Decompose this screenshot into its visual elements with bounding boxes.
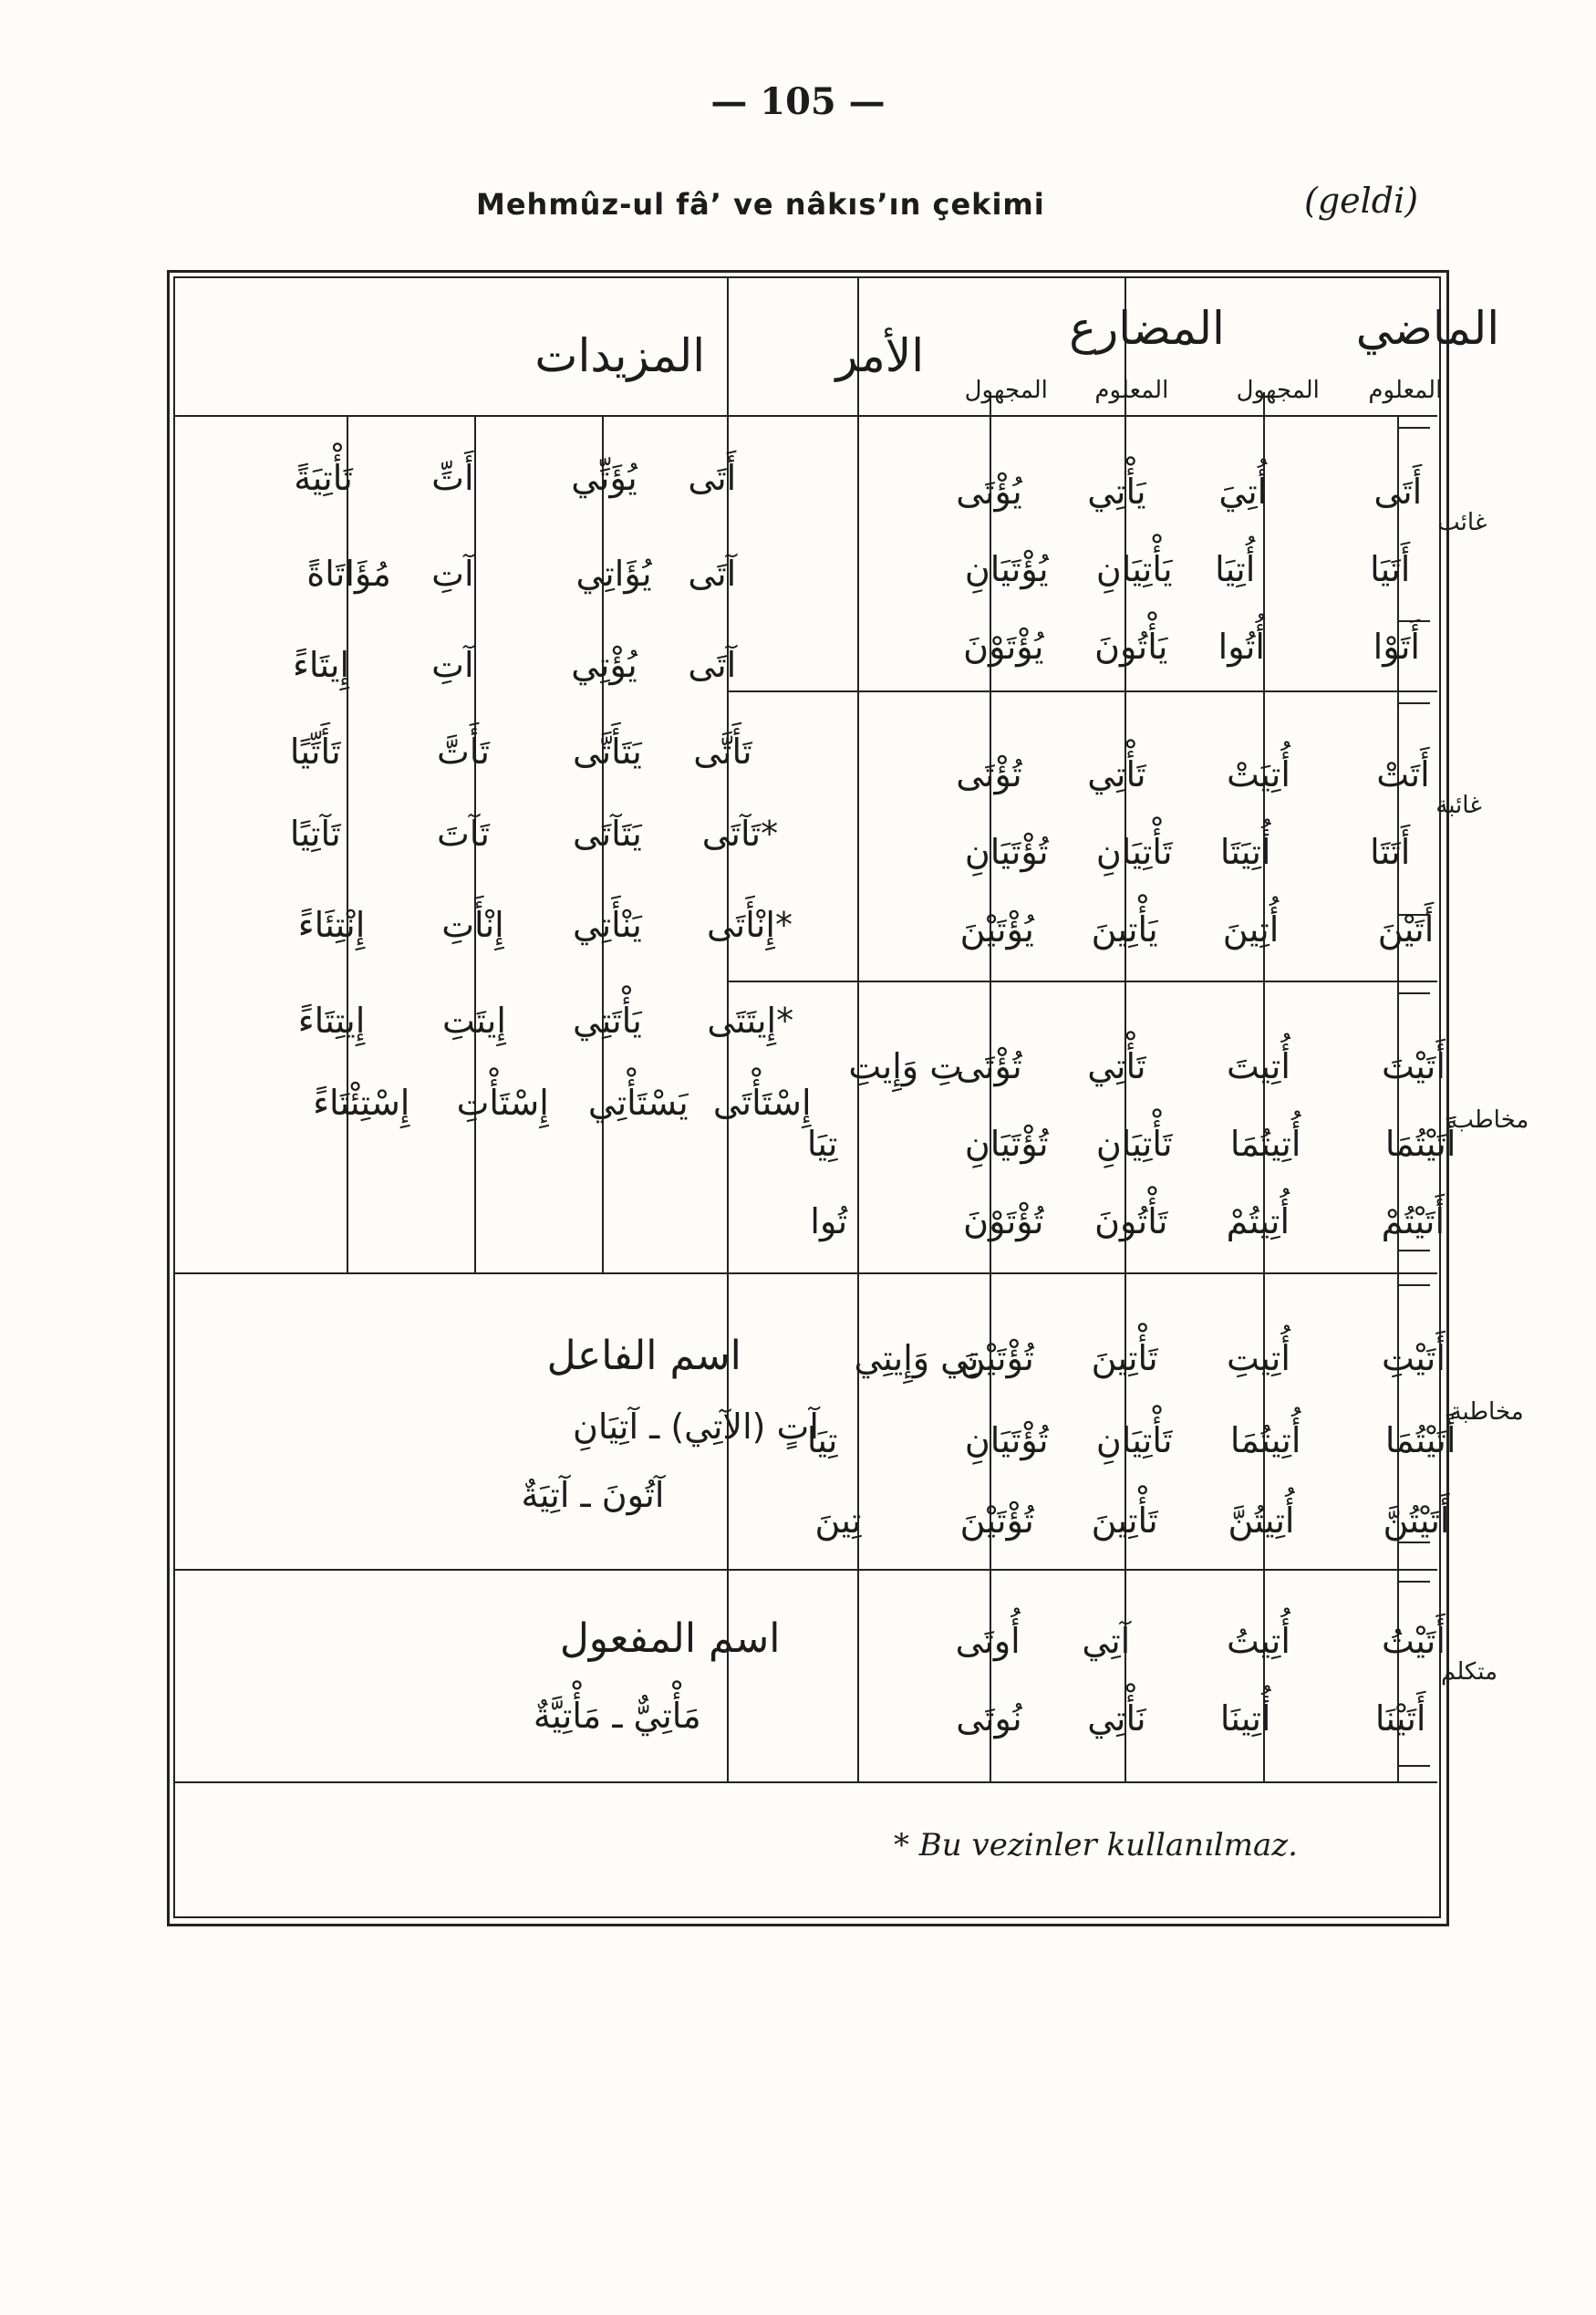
mezidat-cell: أَتَى <box>688 458 737 498</box>
table-cell: أُتُوا <box>1218 627 1265 667</box>
ism-meful-line1: مَأْتِيٌّ ـ مَأْتِيَّةٌ <box>533 1696 701 1736</box>
side-label-box-1 <box>1397 427 1430 622</box>
table-cell: أَتَيْتُمَا <box>1384 1420 1456 1460</box>
table-cell: تُؤْتَيْنَ <box>959 1338 1034 1378</box>
page-title: Mehmûz-ul fâ’ ve nâkıs’ın çekimi <box>476 187 1045 222</box>
table-cell: تُؤْتَيَانِ <box>964 1124 1049 1164</box>
mezidat-cell: آتِ <box>431 554 474 594</box>
table-cell: يَأْتُونَ <box>1094 627 1168 667</box>
table-cell: تُوا <box>810 1201 848 1241</box>
mezidat-cell: يَسْتَأْتِي <box>587 1083 689 1123</box>
table-cell: تَأْتِيَانِ <box>1095 1124 1173 1164</box>
table-cell: أَتَيْنَا <box>1374 1698 1426 1739</box>
table-cell: يَأْتِي <box>1087 472 1146 512</box>
table-cell: أُتِيتُمَا <box>1229 1420 1301 1460</box>
table-cell: تُؤْتَيْنَ <box>959 1500 1034 1541</box>
table-cell: يَأْتِينَ <box>1091 909 1158 950</box>
table-cell: يُؤْتَوْنَ <box>963 627 1044 667</box>
header-mezidat: المزيدات <box>534 329 706 382</box>
table-cell: يُؤْتَيْنَ <box>959 909 1034 950</box>
side-label: مخاطب <box>1451 1106 1529 1134</box>
mezidat-cell: يُؤْتِي <box>571 645 637 685</box>
table-cell: تَأْتِيَانِ <box>1095 832 1173 872</box>
table-cell: يُؤْتَيَانِ <box>964 549 1049 589</box>
mezidat-cell: يَتَأَتَّى <box>572 732 642 772</box>
table-cell: تِيَا <box>806 1124 838 1164</box>
mezidat-cell: يُؤَتِّي <box>571 458 637 498</box>
table-cell: تِينَ <box>814 1500 862 1541</box>
header-mazi-malum: المعلوم <box>1368 377 1443 404</box>
col-divider-muzari-mid <box>990 392 991 1781</box>
table-cell: تِيَا <box>806 1420 838 1460</box>
mezidat-cell: إِسْتَأْتَى <box>712 1083 812 1123</box>
mezidat-cell: آتِ <box>431 645 474 685</box>
header-mazi: الماضي <box>1355 302 1500 355</box>
mezidat-cell: إِيتِتَاءً <box>297 1001 366 1041</box>
mezidat-cell: يَأْتَتِي <box>572 1001 642 1041</box>
table-cell: أَتَى <box>1373 472 1423 512</box>
row-divider-5 <box>173 1781 1437 1783</box>
mezidat-cell: *تَآتَى <box>701 814 779 854</box>
table-cell: أَتَيْتُ <box>1381 1621 1446 1661</box>
header-emr: الأمر <box>835 329 925 382</box>
table-cell: أُتِينَا <box>1219 1698 1271 1739</box>
mezidat-cell: إِنْتِئَاءً <box>297 905 366 945</box>
table-cell: أُتِيَ <box>1218 472 1268 512</box>
table-cell: تُؤْتَيَانِ <box>964 832 1049 872</box>
table-cell: تِ وَإِيتِ <box>848 1046 962 1086</box>
table-cell: أَتَتْ <box>1376 754 1430 794</box>
table-cell: أَتَيْتُنَّ <box>1383 1500 1450 1541</box>
table-cell: أُتِيتِ <box>1226 1338 1290 1378</box>
mezidat-col-divider-1 <box>347 415 348 1272</box>
mezidat-cell: إِيتَتِ <box>441 1001 506 1041</box>
mezidat-cell: إِسْتَأْتِ <box>456 1083 549 1123</box>
row-divider-4 <box>173 1569 1437 1571</box>
table-cell: أُتِيتُمَا <box>1229 1124 1301 1164</box>
mezidat-cell: *إِنْأَتَى <box>706 905 793 945</box>
ism-meful-heading: اسم المفعول <box>559 1615 781 1662</box>
side-label-box-2 <box>1397 702 1430 916</box>
mezidat-cell: تَأَتَّ <box>436 732 490 772</box>
table-cell: تِي وَإِيتِي <box>854 1338 979 1378</box>
table-cell: تُؤْتَى <box>956 1046 1022 1086</box>
mezidat-cell: تَأَتَّى <box>693 732 752 772</box>
table-cell: أُتِيتُ <box>1226 1621 1290 1661</box>
header-muzari-mechul: المجهول <box>964 377 1048 404</box>
table-cell: أُوتَى <box>955 1621 1021 1661</box>
side-label: متكلم <box>1441 1658 1498 1686</box>
mezidat-cell: آتَى <box>688 645 737 685</box>
mezidat-cell: إِسْتِئْتَاءً <box>313 1083 410 1123</box>
table-cell: تَأْتِينَ <box>1091 1338 1158 1378</box>
header-mazi-mechul: المجهول <box>1236 377 1320 404</box>
mezidat-cell: تَآتَ <box>436 814 490 854</box>
table-cell: تُؤْتَيَانِ <box>964 1420 1049 1460</box>
mezidat-cell: يَنْأَتِي <box>572 905 642 945</box>
table-cell: تَأْتِي <box>1087 1046 1146 1086</box>
table-cell: أُتِيَا <box>1215 549 1256 589</box>
table-cell: يُؤْتَى <box>956 472 1022 512</box>
mezidat-cell: *إِيتَتَى <box>707 1001 794 1041</box>
table-cell: أُتِينَ <box>1222 909 1280 950</box>
table-cell: آتِي <box>1082 1621 1131 1661</box>
table-cell: أَتَيْتِ <box>1381 1338 1446 1378</box>
header-muzari: المضارع <box>1069 302 1225 355</box>
table-cell: أَتَيْنَ <box>1377 909 1435 950</box>
mezidat-cell: يَتَآتَى <box>572 814 642 854</box>
table-cell: أَتَوْا <box>1373 627 1420 667</box>
mezidat-cell: يُؤَاتِي <box>575 554 652 594</box>
table-cell: نَأْتِي <box>1087 1698 1146 1739</box>
table-cell: أُتِيتُمْ <box>1226 1201 1290 1241</box>
row-divider-2 <box>727 981 1437 982</box>
mezidat-cell: تَأْتِيَةً <box>294 458 353 498</box>
header-muzari-malum: المعلوم <box>1094 377 1169 404</box>
table-cell: أُتِيَتَا <box>1219 832 1271 872</box>
table-cell: يَأْتِيَانِ <box>1095 549 1173 589</box>
side-label-box-5 <box>1397 1581 1430 1767</box>
footnote: * Bu vezinler kullanılmaz. <box>894 1827 1298 1863</box>
table-cell: تَأْتِينَ <box>1091 1500 1158 1541</box>
table-cell: أَتَتَا <box>1370 832 1411 872</box>
ism-fail-line1: آتٍ (الآتِي) ـ آتِيَانِ <box>572 1407 819 1447</box>
table-cell: نُوتَى <box>956 1698 1022 1739</box>
row-divider-3 <box>173 1272 1437 1274</box>
mezidat-cell: إِنْأَتِ <box>441 905 504 945</box>
mezidat-cell: آتَى <box>688 554 737 594</box>
mezidat-cell: أَتِّ <box>431 458 474 498</box>
side-label: غائبة <box>1435 792 1482 819</box>
ism-fail-heading: اسم الفاعل <box>546 1333 741 1379</box>
table-cell: أُتِيتَ <box>1226 1046 1290 1086</box>
mezidat-cell: تَآتِيًا <box>289 814 341 854</box>
table-cell: أُتِيَتْ <box>1226 754 1290 794</box>
mezidat-cell: مُؤَاتَاةً <box>306 554 391 594</box>
table-cell: أَتَيَا <box>1370 549 1411 589</box>
row-divider-1 <box>727 690 1437 692</box>
table-cell: أُتِيتُنَّ <box>1228 1500 1295 1541</box>
page-number: — 105 — <box>710 80 886 123</box>
table-cell: أَتَيْتَ <box>1381 1046 1446 1086</box>
page-subtitle: (geldi) <box>1304 181 1419 221</box>
table-cell: أَتَيْتُمْ <box>1381 1201 1446 1241</box>
header-divider <box>173 415 1437 417</box>
col-divider-emr-right <box>857 276 859 1781</box>
side-label: مخاطبة <box>1449 1398 1524 1426</box>
table-cell: تُؤْتَى <box>956 754 1022 794</box>
ism-fail-line2: آتُونَ ـ آتِيَةٌ <box>521 1475 665 1515</box>
table-cell: تَأْتُونَ <box>1094 1201 1168 1241</box>
col-divider-mazi-mid <box>1263 392 1265 1781</box>
table-cell: تُؤْتَوْنَ <box>963 1201 1044 1241</box>
table-cell: تَأْتِيَانِ <box>1095 1420 1173 1460</box>
table-cell: تَأْتِي <box>1087 754 1146 794</box>
mezidat-cell: تَأَتِّيًا <box>289 732 341 772</box>
mezidat-cell: إِيتَاءً <box>293 645 350 685</box>
side-label: غائب <box>1437 509 1487 536</box>
table-cell: أَتَيْتُمَا <box>1384 1124 1456 1164</box>
